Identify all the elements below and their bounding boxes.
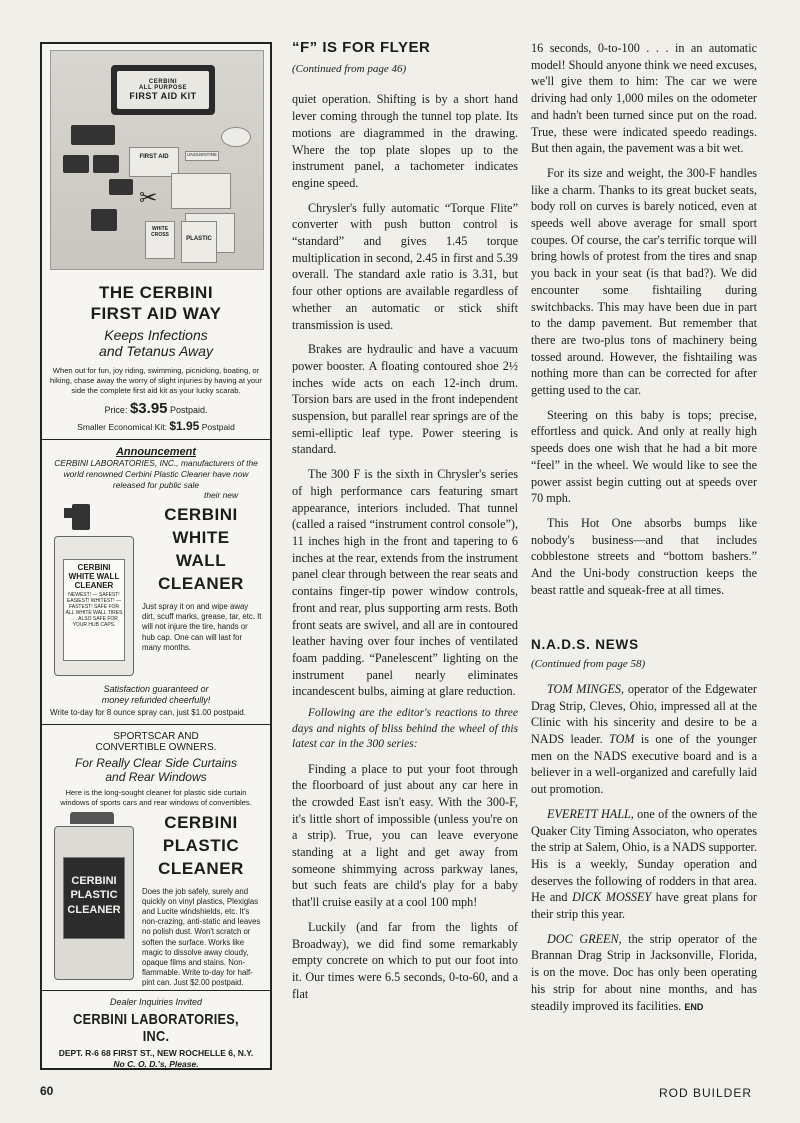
white-wall-cleaner-title xyxy=(140,504,262,596)
person-name: DOC GREEN, xyxy=(547,931,622,946)
article-headline: “F” IS FOR FLYER xyxy=(292,39,431,56)
their-new-label: their new xyxy=(204,490,238,501)
article-paragraph: Luckily (and far from the lights of Broadway), we did find some remarkably empty concrete on which to put our foot into it. Our times were 6.5 seconds, 0-to-60, and a flat xyxy=(292,919,518,1001)
can-label-fineprint: NEWEST! — SAFEST! EASIEST! WHITEST! — FASTEST! SAFE FOR ALL WHITE WALL TIRES . . . ALSO SAFE FOR YOUR HUB CAPS. xyxy=(65,592,123,629)
article-paragraph: Chrysler's fully automatic “Torque Flite” converter with push button control is “standard” and gives 1.45 torque multiplication in second, 2.45 in first and 5.39 overall. The standard axle ratio is 3.31, but four other options are available regardless of whether an automatic or stick shift transmission is used. xyxy=(292,200,518,332)
white-cross-pack: WHITE CROSS xyxy=(145,221,175,259)
sportscar-description: Here is the long-sought cleaner for plastic side curtain windows of sports cars and rear windows of convertibles. xyxy=(60,788,252,808)
first-aid-description: When out for fun, joy riding, swimming, picnicking, boating, or hiking, chase away the worry of slight injuries by having at your side the complete first aid kit as your lucky scarab. xyxy=(50,366,262,395)
editor-note: Following are the editor's reactions to three days and nights of bliss behind the wheel of this latest car in the 300 series: xyxy=(292,707,518,751)
divider xyxy=(42,724,270,725)
smaller-kit-price: $1.95 xyxy=(169,418,200,433)
tape-roll xyxy=(221,127,251,147)
nads-text: one of the owners of the Quaker City Timing Associaton, who operates the strip at Salem, Ohio, is a NADS supporter. His is a weekly, Sunday operation and deserves the following of rodders in that area. He and xyxy=(531,806,757,905)
cod-notice: No C. O. D.'s, Please. xyxy=(113,1059,199,1070)
article-paragraph: Brakes are hydraulic and have a vacuum power booster. A floating contoured shoe 2½ inches wide acts on each 12-inch drum. Torsion bars are used in the front independent suspension, but parallel rear springs are of the semi-elliptic leaf type. Power steering is standard. xyxy=(292,342,518,457)
wwc-title-line: CERBINI xyxy=(164,505,238,525)
scissors-icon: ✂ xyxy=(139,185,158,210)
plastic-can-label-line1: CERBINI xyxy=(71,875,117,888)
clear-line1: For Really Clear Side Curtains xyxy=(74,755,238,770)
nads-paragraph xyxy=(531,931,757,1016)
smaller-kit-price-line xyxy=(50,419,262,433)
person-name: TOM MINGES, xyxy=(547,681,625,696)
announcement-heading: Announcement xyxy=(115,445,197,458)
satisfaction-line2: money refunded cheerfully! xyxy=(101,695,211,706)
kit-item xyxy=(109,179,133,195)
first-aid-pack: FIRST AID xyxy=(129,147,179,177)
article-paragraph: This Hot One absorbs bumps like nobody's business—and that includes cobblestone streets and “bottom bashers.” And the Uni-body construction keeps the beast rattle and squeak-free at all times. xyxy=(531,515,757,597)
kit-item xyxy=(91,209,117,231)
plastic-cleaner-can-image xyxy=(50,812,138,980)
plastic-can-label-line3: CLEANER xyxy=(67,903,121,916)
person-name: EVERETT HALL, xyxy=(547,806,634,821)
article-paragraph: The 300 F is the sixth in Chrysler's series of high performance cars featuring smart appearance, interiors included. That tunnel (called a raised “instrument control console”), 11 inches high in the front and tapering to 6 inches at the rear, extends from the instrument panel clear through between the rear seats and contains finger-tip power window controls, front and rear, plus supporting arm rests. Both front seats are swivel, and all are in contoured leather having over four inches of ventilated foam padding. “Panelescent” lighting on the instrument panel nearly eliminates incandescent bulbs, aiming at glare reduction. xyxy=(292,467,518,699)
can-label-line2: WHITE WALL xyxy=(68,572,120,582)
pc-title-line: CERBINI xyxy=(164,813,238,833)
kit-item xyxy=(93,155,119,173)
company-address: DEPT. R-6 68 FIRST ST., NEW ROCHELLE 6, N.Y. xyxy=(58,1048,254,1059)
kit-item xyxy=(63,155,89,173)
gauze-pack xyxy=(171,173,231,209)
wwc-title-line: WALL xyxy=(175,551,227,571)
nads-text: operator of the Edgewater Drag Strip, Cleves, Ohio, impressed all at the Clinic with his sincerity and desire to be a NADS leader. xyxy=(531,681,757,747)
nads-text: is one of the younger men on the NADS executive board and is a believer in a well-organized and carefully laid out promotion. xyxy=(531,732,757,797)
ad-title-line1: THE CERBINI xyxy=(98,283,214,302)
end-marker: END xyxy=(684,1001,704,1012)
nads-news-headline: N.A.D.S. NEWS xyxy=(531,636,639,652)
smaller-kit-label: Smaller Economical Kit: xyxy=(77,421,167,432)
nads-text: have great plans for their strip this year. xyxy=(531,890,757,922)
price-line xyxy=(50,400,262,417)
white-wall-order-text: Write to-day for 8 ounce spray can, just $1.00 postpaid. xyxy=(50,708,246,718)
smaller-kit-suffix: Postpaid xyxy=(201,421,235,432)
plastic-cleaner-title xyxy=(140,812,262,881)
sportscar-line1: SPORTSCAR AND xyxy=(113,730,199,742)
satisfaction-line1: Satisfaction guaranteed or xyxy=(103,684,209,695)
article-paragraph: Finding a place to put your foot through the floorboard of just about any car here in the crowded East isn't easy. With the 300-F, it's little short of impossible (unless you're on a strip). True, you can leave everyone standing at a light and get away from someone shimmying across parkway lanes, but such feats are child's play for a baby that'll cruise easily at a cool 100 mph! xyxy=(292,761,518,910)
plastic-cleaner-description: Does the job safely, surely and quickly on vinyl plastics, Plexiglas and Lucite windshields, etc. It's non-crazing, anti-static and leaves no polish dust. Won't scratch or soften the surface. Works like magic to dissolve away cloudy, opaque films and stains. Non-flammable. Write to-day for half-pint can. Just $2.00 postpaid. xyxy=(142,886,261,988)
divider xyxy=(42,439,270,440)
dealer-inquiries: Dealer Inquiries Invited xyxy=(109,997,203,1008)
cerbini-advertisement xyxy=(40,42,272,1070)
ad-subtitle-line2: and Tetanus Away xyxy=(99,343,213,360)
article-paragraph: 16 seconds, 0-to-100 . . . in an automatic model! Should anyone think we need excuses, we'll give them to him: The car we were driving had only 1,000 miles on the odometer and hadn't been turned since put on the road. True, these were indicated speedo readings. But then again, the pavement was a bit wet. xyxy=(531,41,757,156)
person-name: TOM xyxy=(609,732,635,747)
kit-lid-title: FIRST AID KIT xyxy=(129,91,197,101)
pc-title-line: CLEANER xyxy=(158,859,244,878)
kit-lid-subtitle: ALL PURPOSE xyxy=(138,85,188,91)
page-number: 60 xyxy=(40,1084,54,1098)
plastic-can-label-line2: PLASTIC xyxy=(70,889,118,902)
spray-can-image xyxy=(50,504,138,676)
article-column-2 xyxy=(531,40,757,1015)
price-label: Price: xyxy=(104,404,128,415)
announcement-text: CERBINI LABORATORIES, INC., manufacturers of the world renowned Cerbini Plastic Cleaner have now released for public sale xyxy=(54,457,258,490)
clear-line2: and Rear Windows xyxy=(105,770,207,785)
can-label-line3: CLEANER xyxy=(74,581,114,591)
nads-paragraph xyxy=(531,681,757,798)
article-column-1 xyxy=(292,40,518,1002)
pc-title-line: PLASTIC xyxy=(162,836,240,856)
ad-subtitle-line1: Keeps Infections xyxy=(104,326,208,343)
kit-tin xyxy=(111,65,215,115)
price-suffix: Postpaid. xyxy=(170,404,208,415)
sportscar-line2: CONVERTIBLE OWNERS. xyxy=(95,742,217,754)
person-name: DICK MOSSEY xyxy=(572,890,652,905)
price-value: $3.95 xyxy=(129,399,168,417)
company-name: CERBINI LABORATORIES, INC. xyxy=(73,1011,239,1046)
kit-lid-brand: CERBINI xyxy=(148,79,178,85)
divider xyxy=(42,990,270,991)
nads-continued: (Continued from page 58) xyxy=(531,658,646,671)
kit-item xyxy=(71,125,115,145)
unguentine-pack: UNGUENTINE xyxy=(185,151,219,161)
article-continued: (Continued from page 46) xyxy=(292,62,407,75)
nads-text: the strip operator of the Brannan Drag Strip in Jacksonville, Florida, is on the move. Doc has only been operating his strip for about nine months, and has steadily improved its facilities. xyxy=(531,931,757,1013)
magazine-name: ROD BUILDER xyxy=(658,1086,752,1100)
white-wall-cleaner-product xyxy=(50,504,262,678)
wwc-title-line: CLEANER xyxy=(158,574,244,594)
white-wall-cleaner-description: Just spray it on and wipe away dirt, scuff marks, grease, tar, etc. It will not injure the tire, hands or hub cap. One can will last for many months. xyxy=(142,602,262,652)
plastic-cleaner-product xyxy=(50,812,262,988)
article-paragraph: For its size and weight, the 300-F handles like a charm. Thanks to its great bucket seats, body roll on curves is barely noticed, even at speeds well above average for small sport coupes. Of course, the car's terrific torque will bring howls of protest from the tires and snap you back in your seat (is that bad?). We did encounter some fishtailing during switchbacks. This may have been due in part to the damp pavement. But remember that there are two-plus tons of machinery being tossed around. However, the fishtailing was nothing more than can be corrected for after getting used to the car. xyxy=(531,165,757,398)
first-aid-kit-photo xyxy=(50,50,264,270)
plastic-bandage-pack: PLASTIC xyxy=(181,221,217,263)
wwc-title-line: WHITE xyxy=(172,528,230,548)
article-paragraph: quiet operation. Shifting is by a short hand lever coming through the tunnel top plate. Its motions are diagrammed in the drawing. Where the top plate slopes up to the instrument panel, a tachometer indicates engine speed. xyxy=(292,92,518,190)
can-label-line1: CERBINI xyxy=(77,563,111,573)
nads-paragraph xyxy=(531,806,757,923)
article-paragraph: Steering on this baby is tops; precise, effortless and quick. And only at really high speeds does one wish that he had a bit more “feel” in the wheel. We would like to see the power assist begin cutting out at speeds over 70 mph. xyxy=(531,407,757,506)
ad-title-line2: FIRST AID WAY xyxy=(90,304,222,324)
